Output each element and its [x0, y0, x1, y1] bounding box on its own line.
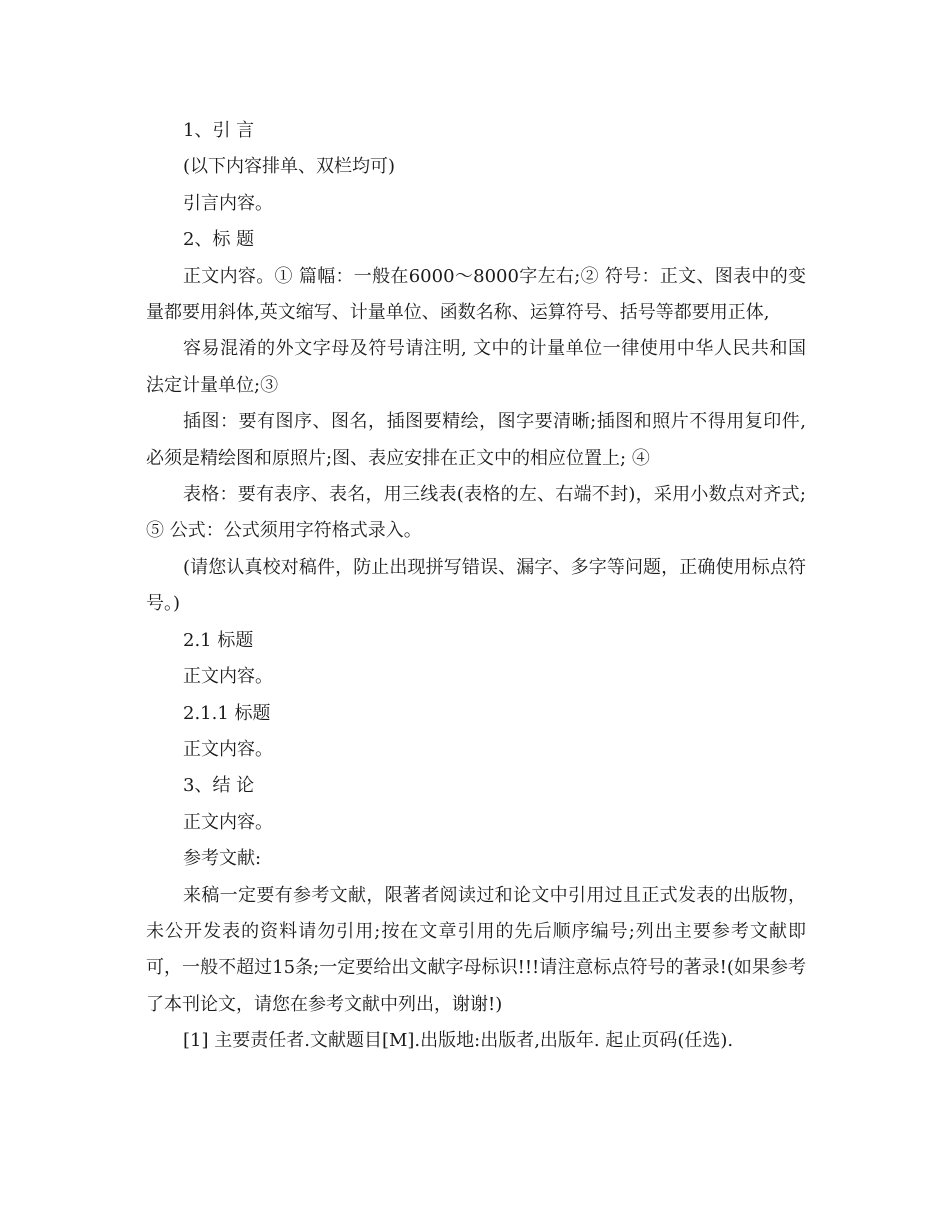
section-heading-introduction: 1、引 言: [183, 120, 255, 141]
reference-example-1: [1] 主要责任者.文献题目[M].出版地:出版者,出版年. 起止页码(任选).: [183, 1030, 734, 1052]
subsection-content-2-1: 正文内容。: [183, 666, 273, 688]
body-paragraph-tables-formulas: 表格：要有表序、表名，用三线表(表格的左、右端不封)，采用小数点对齐式; ⑤ 公式：公式须用字符格式录入。: [146, 484, 806, 542]
section-heading-conclusion: 3、结 论: [183, 775, 255, 797]
body-paragraph-figures: 插图：要有图序、图名，插图要精绘，图字要清晰;插图和照片不得用复印件,必须是精绘图和原照片;图、表应安排在正文中的相应位置上; ④: [146, 411, 806, 469]
body-paragraph-units: 容易混淆的外文字母及符号请注明, 文中的计量单位一律使用中华人民共和国法定计量单位;③: [146, 338, 806, 396]
conclusion-content: 正文内容。: [183, 811, 273, 833]
subsection-content-2-1-1: 正文内容。: [183, 738, 273, 760]
references-heading: 参考文献:: [183, 848, 262, 870]
body-paragraph-length-symbols: 正文内容。① 篇幅：一般在6000～8000字左右;② 符号：正文、图表中的变量都要用斜体,英文缩写、计量单位、函数名称、运算符号、括号等都要用正体,: [146, 265, 806, 324]
layout-note: (以下内容排单、双栏均可): [183, 156, 396, 178]
section-heading-title: 2、标 题: [183, 229, 255, 251]
document-body: [146, 113, 806, 1060]
introduction-content: 引言内容。: [183, 192, 273, 214]
proofreading-note: (请您认真校对稿件，防止出现拼写错误、漏字、多字等问题，正确使用标点符号。): [146, 556, 806, 615]
references-instructions: 来稿一定要有参考文献，限著者阅读过和论文中引用过且正式发表的出版物，未公开发表的资料请勿引用;按在文章引用的先后顺序编号;列出主要参考文献即可，一般不超过15条;一定要给出文献字母标识!!!请注意标点符号的著录!(如果参考了本刊论文，请您在参考文献中列出，谢谢!): [146, 884, 806, 1015]
subsection-heading-2-1-1: 2.1.1 标题: [183, 702, 271, 724]
subsection-heading-2-1: 2.1 标题: [183, 629, 254, 651]
